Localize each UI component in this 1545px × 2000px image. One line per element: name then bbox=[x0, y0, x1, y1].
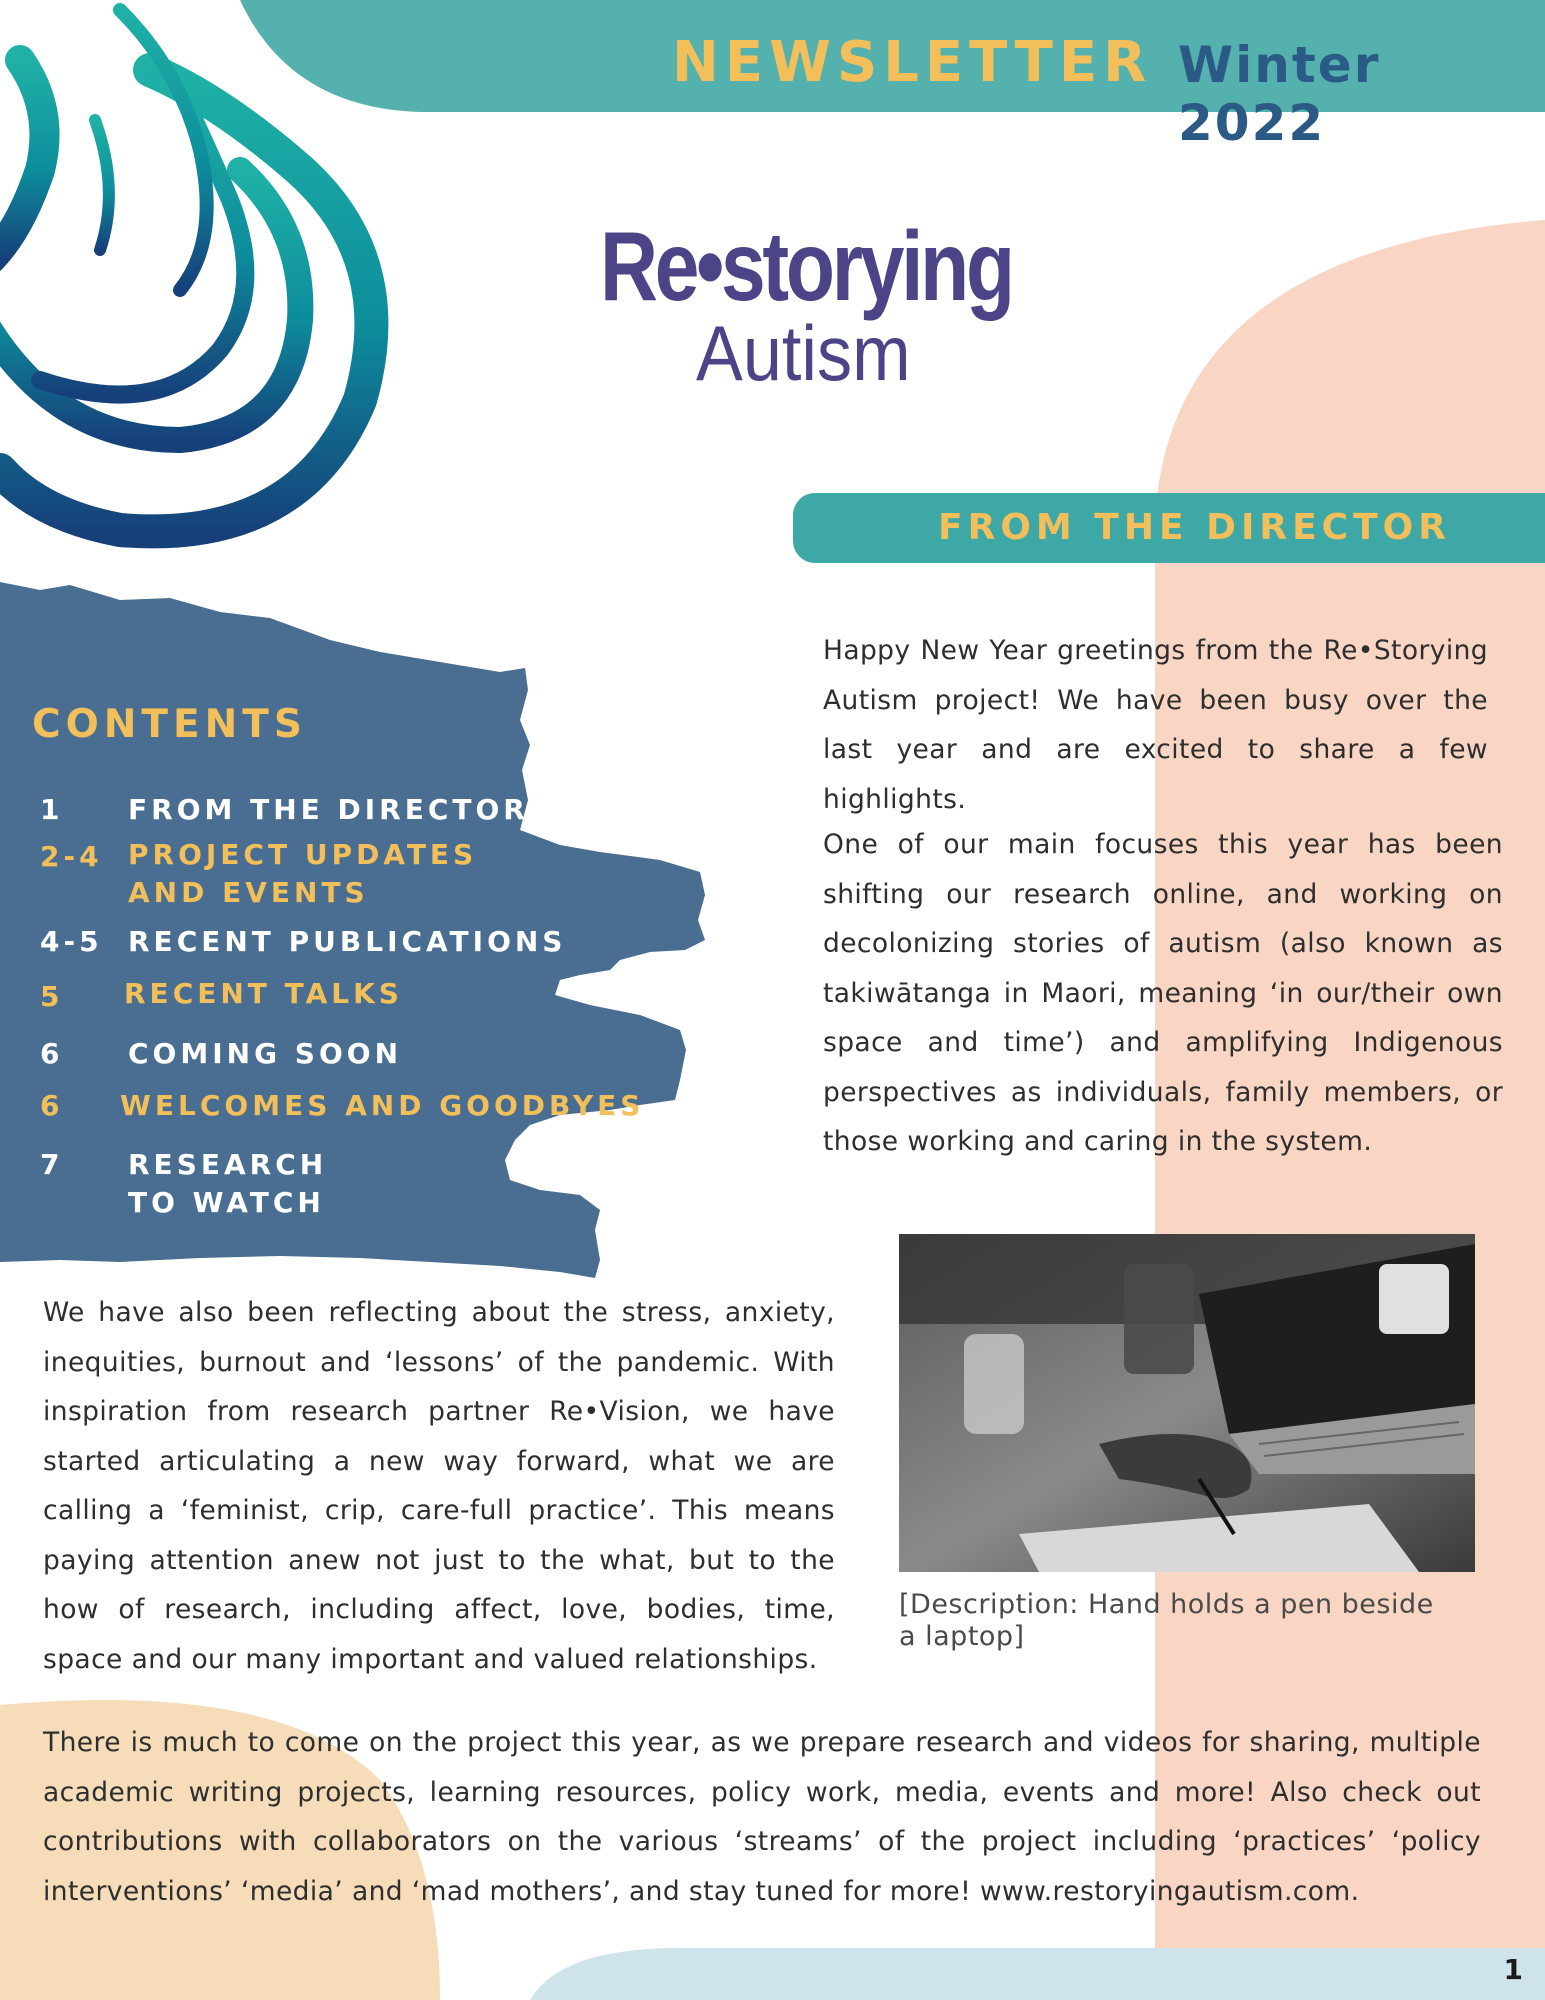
laptop-photo bbox=[899, 1234, 1475, 1572]
contents-title: CONTENTS bbox=[32, 702, 307, 747]
toc-item-label[interactable]: FROM THE DIRECTOR bbox=[128, 793, 529, 826]
toc-item-label[interactable]: RECENT PUBLICATIONS bbox=[128, 925, 567, 958]
section-banner-director bbox=[793, 493, 1545, 563]
logo-subtitle: Autism bbox=[696, 309, 911, 397]
toc-item-label[interactable]: PROJECT UPDATES bbox=[128, 838, 478, 871]
toc-page-number: 7 bbox=[40, 1148, 64, 1181]
light-blue-band-shape bbox=[530, 1948, 1545, 2000]
swirl-emblem-icon bbox=[0, 10, 371, 531]
section-banner-label: FROM THE DIRECTOR bbox=[938, 507, 1451, 548]
focus-paragraph: One of our main focuses this year has been shifting our research online, and working on decolonizing stories of autism (also known as takiwātanga in Maori, meaning ‘in our/their own space and time’) and amplifying Indigenous perspectives as individuals, family members, or those working and caring in the system. bbox=[823, 829, 1503, 1157]
photo-caption: [Description: Hand holds a pen beside a laptop] bbox=[899, 1589, 1434, 1652]
closing-paragraph: There is much to come on the project this year, as we prepare research and videos for sharing, multiple academic writing projects, learning resources, policy work, media, events and more! Also check out contributions with collaborators on the various ‘streams’ of the project including ‘practices’ ‘policy interventions’ ‘media’ and ‘mad mothers’, and stay tuned for more! www.restoryingautism.com. bbox=[43, 1727, 1481, 1907]
newsletter-season: Winter 2022 bbox=[1178, 36, 1381, 152]
toc-page-number: 4-5 bbox=[40, 925, 103, 958]
toc-page-number: 6 bbox=[40, 1037, 64, 1070]
toc-item-label[interactable]: WELCOMES AND GOODBYES bbox=[120, 1089, 645, 1122]
reflecting-paragraph: We have also been reflecting about the stress, anxiety, inequities, burnout and ‘lessons’ of the pandemic. With inspiration from research partner Re•Vision, we have started articulating a new way forward, what we are calling a ‘feminist, crip, care-full practice’. This means paying attention anew not just to the what, but to the how of research, including affect, love, bodies, time, space and our many important and valued relationships. bbox=[43, 1297, 835, 1675]
toc-page-number: 2-4 bbox=[40, 840, 103, 873]
logo-title: Re•storying bbox=[600, 211, 1012, 321]
toc-page-number: 6 bbox=[40, 1089, 64, 1122]
toc-item-label[interactable]: RECENT TALKS bbox=[124, 977, 403, 1010]
toc-item-label-continued[interactable]: TO WATCH bbox=[128, 1186, 325, 1219]
toc-item-label-continued[interactable]: AND EVENTS bbox=[128, 876, 369, 909]
toc-page-number: 1 bbox=[40, 793, 64, 826]
toc-item-label[interactable]: RESEARCH bbox=[128, 1148, 328, 1181]
page-number: 1 bbox=[1503, 1953, 1523, 1986]
intro-paragraph: Happy New Year greetings from the Re•Storying Autism project! We have been busy over the last year and are excited to share a few highlights. bbox=[823, 635, 1488, 815]
toc-page-number: 5 bbox=[40, 980, 64, 1013]
toc-item-label[interactable]: COMING SOON bbox=[128, 1037, 403, 1070]
newsletter-label: NEWSLETTER bbox=[672, 30, 1153, 95]
